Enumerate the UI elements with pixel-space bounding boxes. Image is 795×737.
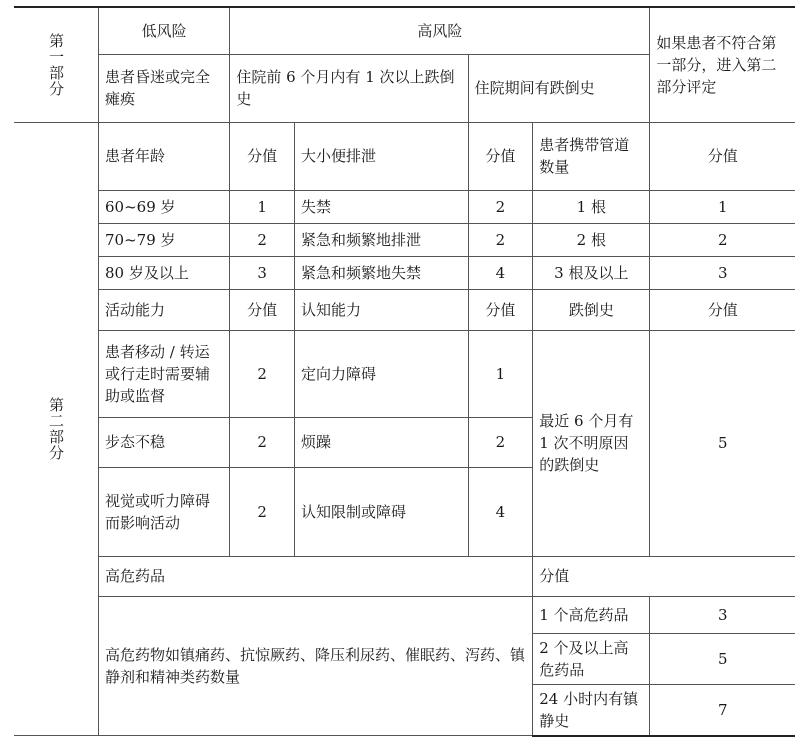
header-score: 分值	[468, 289, 533, 330]
table-cell: 2	[230, 330, 295, 417]
table-cell: 2 根	[533, 223, 650, 256]
table-cell: 患者移动 / 转运或行走时需要辅助或监督	[99, 330, 230, 417]
high-risk-header: 高风险	[230, 7, 650, 54]
low-risk-item: 患者昏迷或完全瘫痪	[99, 54, 230, 122]
header-score: 分值	[468, 122, 533, 190]
fall-risk-assessment-table	[14, 6, 795, 737]
table-cell: 认知限制或障碍	[294, 467, 468, 556]
table-cell: 3	[650, 256, 795, 289]
part1-label: 第一部分	[14, 7, 99, 122]
table-cell: 2	[650, 223, 795, 256]
table-cell: 紧急和频繁地排泄	[294, 223, 468, 256]
header-cognition: 认知能力	[294, 289, 468, 330]
table-cell: 2	[468, 190, 533, 223]
table-cell: 1	[230, 190, 295, 223]
table-cell: 3 根及以上	[533, 256, 650, 289]
table-cell: 5	[650, 633, 795, 684]
table-cell: 60~69 岁	[99, 190, 230, 223]
table-cell: 紧急和频繁地失禁	[294, 256, 468, 289]
high-risk-item-2: 住院期间有跌倒史	[468, 54, 650, 122]
header-mobility: 活动能力	[99, 289, 230, 330]
table-cell: 烦躁	[294, 417, 468, 467]
table-cell: 2	[468, 223, 533, 256]
table-cell: 定向力障碍	[294, 330, 468, 417]
table-cell: 1 个高危药品	[533, 596, 650, 633]
table-cell: 3	[230, 256, 295, 289]
part2-label: 第二部分	[14, 122, 99, 736]
table-cell: 80 岁及以上	[99, 256, 230, 289]
table-cell: 2	[230, 417, 295, 467]
table-cell: 2 个及以上高危药品	[533, 633, 650, 684]
table-cell: 视觉或听力障碍而影响活动	[99, 467, 230, 556]
fall-history-item: 最近 6 个月有 1 次不明原因的跌倒史	[533, 330, 650, 556]
table-cell: 3	[650, 596, 795, 633]
low-risk-header: 低风险	[99, 7, 230, 54]
table-cell: 1	[650, 190, 795, 223]
table-cell: 2	[468, 417, 533, 467]
header-age: 患者年龄	[99, 122, 230, 190]
table-cell: 4	[468, 256, 533, 289]
table-cell: 2	[230, 223, 295, 256]
table-cell: 2	[230, 467, 295, 556]
header-tubes: 患者携带管道数量	[533, 122, 650, 190]
table-cell: 步态不稳	[99, 417, 230, 467]
high-risk-item-1: 住院前 6 个月内有 1 次以上跌倒史	[230, 54, 468, 122]
table-cell: 1 根	[533, 190, 650, 223]
table-cell: 24 小时内有镇静史	[533, 684, 650, 736]
fall-history-score: 5	[650, 330, 795, 556]
header-excretion: 大小便排泄	[294, 122, 468, 190]
drugs-description: 高危药物如镇痛药、抗惊厥药、降压利尿药、催眠药、泻药、镇静剂和精神类药数量	[99, 596, 533, 736]
header-score: 分值	[650, 122, 795, 190]
table-cell: 1	[468, 330, 533, 417]
table-cell: 7	[650, 684, 795, 736]
header-score: 分值	[230, 122, 295, 190]
part1-note: 如果患者不符合第一部分，进入第二部分评定	[650, 7, 795, 122]
drugs-score-header: 分值	[533, 556, 795, 596]
table-cell: 失禁	[294, 190, 468, 223]
header-score: 分值	[650, 289, 795, 330]
table-cell: 4	[468, 467, 533, 556]
header-fall-history: 跌倒史	[533, 289, 650, 330]
table-cell: 70~79 岁	[99, 223, 230, 256]
header-score: 分值	[230, 289, 295, 330]
drugs-header: 高危药品	[99, 556, 533, 596]
